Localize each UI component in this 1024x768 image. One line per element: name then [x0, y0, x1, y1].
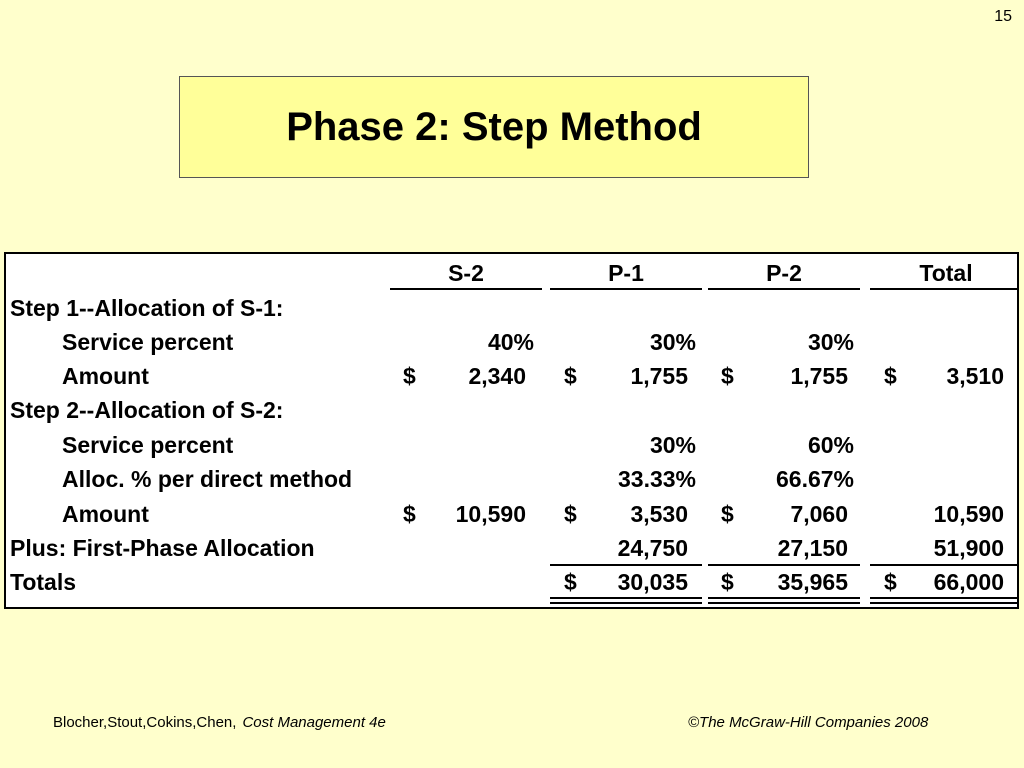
cell-total: 3,510: [946, 363, 1004, 389]
allocation-table: [4, 252, 1019, 609]
row-label: Service percent: [62, 432, 234, 458]
header-underline-p2: [708, 288, 860, 290]
total-double-rule-p2: [708, 597, 860, 604]
table-row: [6, 359, 1017, 393]
dollar-sign: $: [721, 501, 734, 527]
cell-p1: 24,750: [617, 535, 688, 561]
cell-p1: 30%: [649, 329, 696, 355]
row-label: Amount: [62, 363, 149, 389]
column-header-p1: P-1: [608, 260, 644, 286]
totals-row: [6, 565, 1017, 599]
dollar-sign: $: [564, 569, 577, 595]
cell-p1: 1,755: [630, 363, 688, 389]
table-row: [6, 325, 1017, 359]
header-underline-total: [870, 288, 1018, 290]
cell-p2: 30%: [807, 329, 854, 355]
cell-p2: 7,060: [790, 501, 848, 527]
cell-p1: 30,035: [617, 569, 688, 595]
step2-heading-row: [6, 393, 1017, 427]
table-header-row: [6, 256, 1017, 290]
dollar-sign: $: [564, 501, 577, 527]
column-header-s2: S-2: [448, 260, 484, 286]
footer-authors: Blocher,Stout,Cokins,Chen,: [53, 714, 237, 731]
row-label: Plus: First-Phase Allocation: [10, 535, 315, 561]
row-label: Service percent: [62, 329, 234, 355]
column-header-total: Total: [919, 260, 973, 286]
total-double-rule-p1: [550, 597, 702, 604]
dollar-sign: $: [403, 501, 416, 527]
cell-p2: 27,150: [777, 535, 848, 561]
footer-book-title: Cost Management 4e: [242, 714, 386, 731]
row-label: Totals: [10, 569, 77, 595]
table-row: [6, 428, 1017, 462]
slide-number: 15: [994, 8, 1012, 25]
footer-copyright: ©The McGraw-Hill Companies 2008: [688, 714, 929, 731]
dollar-sign: $: [564, 363, 577, 389]
dollar-sign: $: [884, 569, 897, 595]
cell-total: 51,900: [933, 535, 1004, 561]
table-row: [6, 462, 1017, 496]
dollar-sign: $: [721, 569, 734, 595]
dollar-sign: $: [721, 363, 734, 389]
slide-title: Phase 2: Step Method: [286, 104, 702, 149]
header-underline-s2: [390, 288, 542, 290]
total-double-rule-total: [870, 597, 1018, 604]
title-box: [179, 76, 809, 178]
step1-heading: Step 1--Allocation of S-1:: [10, 295, 284, 321]
cell-p1: 33.33%: [617, 466, 696, 492]
step1-heading-row: [6, 291, 1017, 325]
dollar-sign: $: [403, 363, 416, 389]
column-header-p2: P-2: [766, 260, 802, 286]
cell-s2: 40%: [487, 329, 534, 355]
table-row: [6, 497, 1017, 531]
cell-total: 10,590: [933, 501, 1004, 527]
dollar-sign: $: [884, 363, 897, 389]
header-underline-p1: [550, 288, 702, 290]
footer-citation: [53, 714, 386, 731]
step2-heading: Step 2--Allocation of S-2:: [10, 397, 284, 423]
cell-s2: 2,340: [468, 363, 526, 389]
cell-p2: 1,755: [790, 363, 848, 389]
table-row: [6, 531, 1017, 565]
cell-total: 66,000: [933, 569, 1004, 595]
cell-p2: 60%: [807, 432, 854, 458]
cell-s2: 10,590: [455, 501, 526, 527]
cell-p1: 30%: [649, 432, 696, 458]
row-label: Amount: [62, 501, 149, 527]
cell-p1: 3,530: [630, 501, 688, 527]
cell-p2: 66.67%: [775, 466, 854, 492]
cell-p2: 35,965: [777, 569, 848, 595]
row-label: Alloc. % per direct method: [62, 466, 353, 492]
